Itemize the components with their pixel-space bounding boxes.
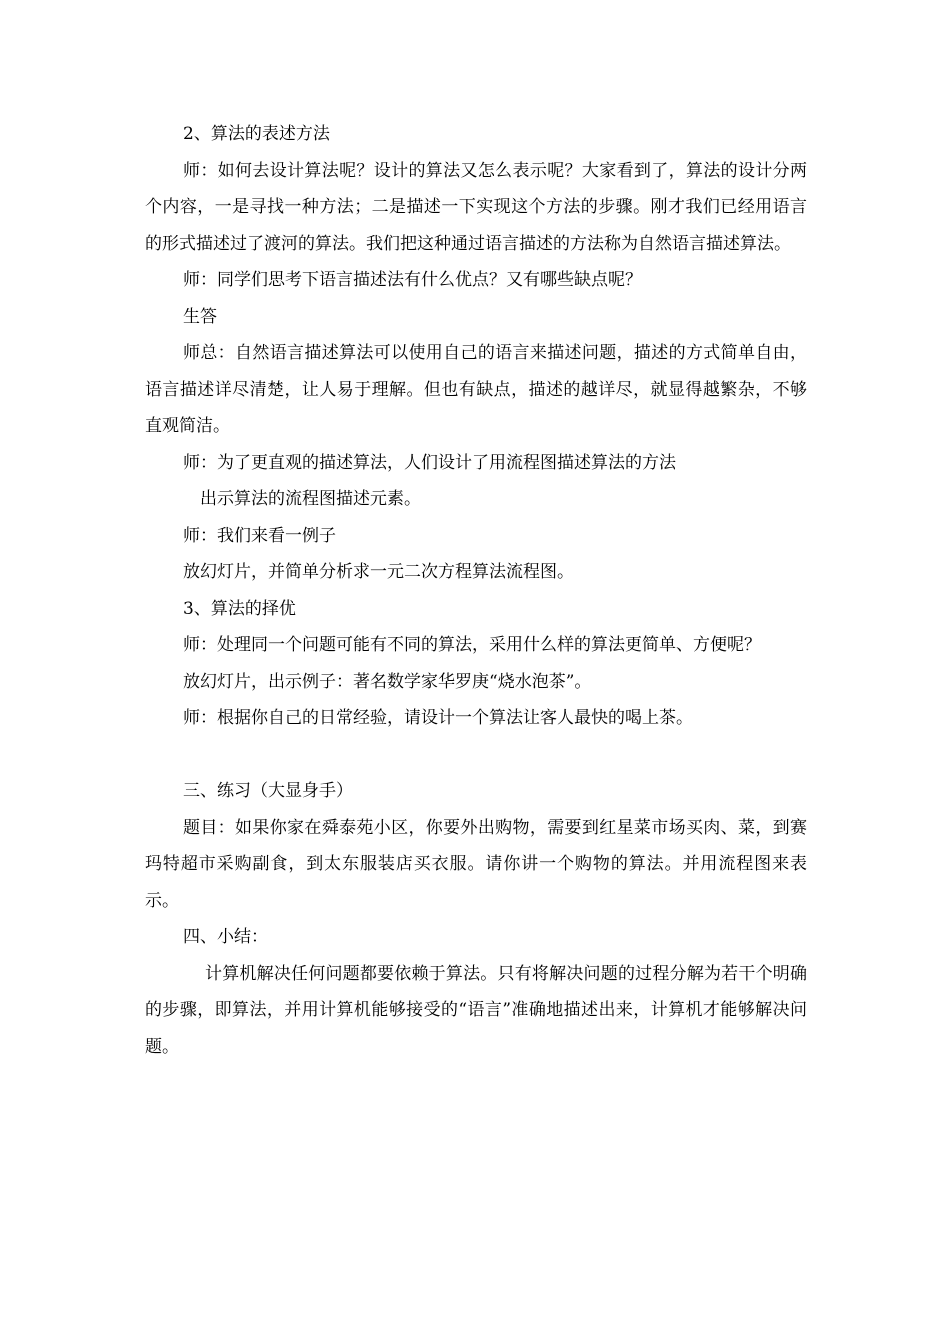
paragraph-slide-quadratic: 放幻灯片，并简单分析求一元二次方程算法流程图。	[183, 562, 574, 582]
section-heading-algorithm-expression: 2、算法的表述方法	[183, 124, 330, 144]
paragraph-practice-question: 题目：如果你家在舜泰苑小区，你要外出购物，需要到红星菜市场买肉、菜，到赛玛特超市采购副食，到太东服装店买衣服。请你讲一个购物的算法。并用流程图来表示。	[145, 817, 807, 911]
paragraph-teacher-pros-cons: 师：同学们思考下语言描述法有什么优点？又有哪些缺点呢？	[183, 270, 642, 290]
section-heading-algorithm-optimization: 3、算法的择优	[183, 598, 296, 619]
document-body	[145, 116, 807, 1065]
paragraph-teacher-design-question: 师：如何去设计算法呢？设计的算法又怎么表示呢？大家看到了，算法的设计分两个内容，一是寻找一种方法；二是描述一下实现这个方法的步骤。刚才我们已经用语言的形式描述过了渡河的算法。我们把这种通过语言描述的方法称为自然语言描述算法。	[145, 160, 807, 254]
blank-line	[145, 737, 807, 774]
paragraph-teacher-different-algorithms: 师：处理同一个问题可能有不同的算法，采用什么样的算法更简单、方便呢？	[183, 635, 761, 655]
paragraph-show-flowchart-elements: 出示算法的流程图描述元素。	[200, 489, 421, 509]
paragraph-teacher-example: 师：我们来看一例子	[183, 525, 336, 546]
paragraph-teacher-summary: 师总：自然语言描述算法可以使用自己的语言来描述问题，描述的方式简单自由，语言描述详尽清楚，让人易于理解。但也有缺点，描述的越详尽，就显得越繁杂，不够直观简洁。	[145, 343, 807, 436]
section-heading-practice: 三、练习（大显身手）	[183, 781, 353, 801]
paragraph-teacher-design-tea: 师：根据你自己的日常经验，请设计一个算法让客人最快的喝上茶。	[183, 708, 693, 728]
paragraph-student-answer: 生答	[183, 306, 217, 327]
paragraph-summary-text: 计算机解决任何问题都要依赖于算法。只有将解决问题的过程分解为若干个明确的步骤，即算法，并用计算机能够接受的“语言”准确地描述出来，计算机才能够解决问题。	[145, 963, 807, 1057]
paragraph-teacher-flowchart: 师：为了更直观的描述算法，人们设计了用流程图描述算法的方法	[183, 452, 676, 473]
paragraph-slide-tea-example: 放幻灯片，出示例子：著名数学家华罗庚“烧水泡茶”。	[183, 671, 592, 692]
section-heading-summary: 四、小结：	[183, 927, 268, 947]
